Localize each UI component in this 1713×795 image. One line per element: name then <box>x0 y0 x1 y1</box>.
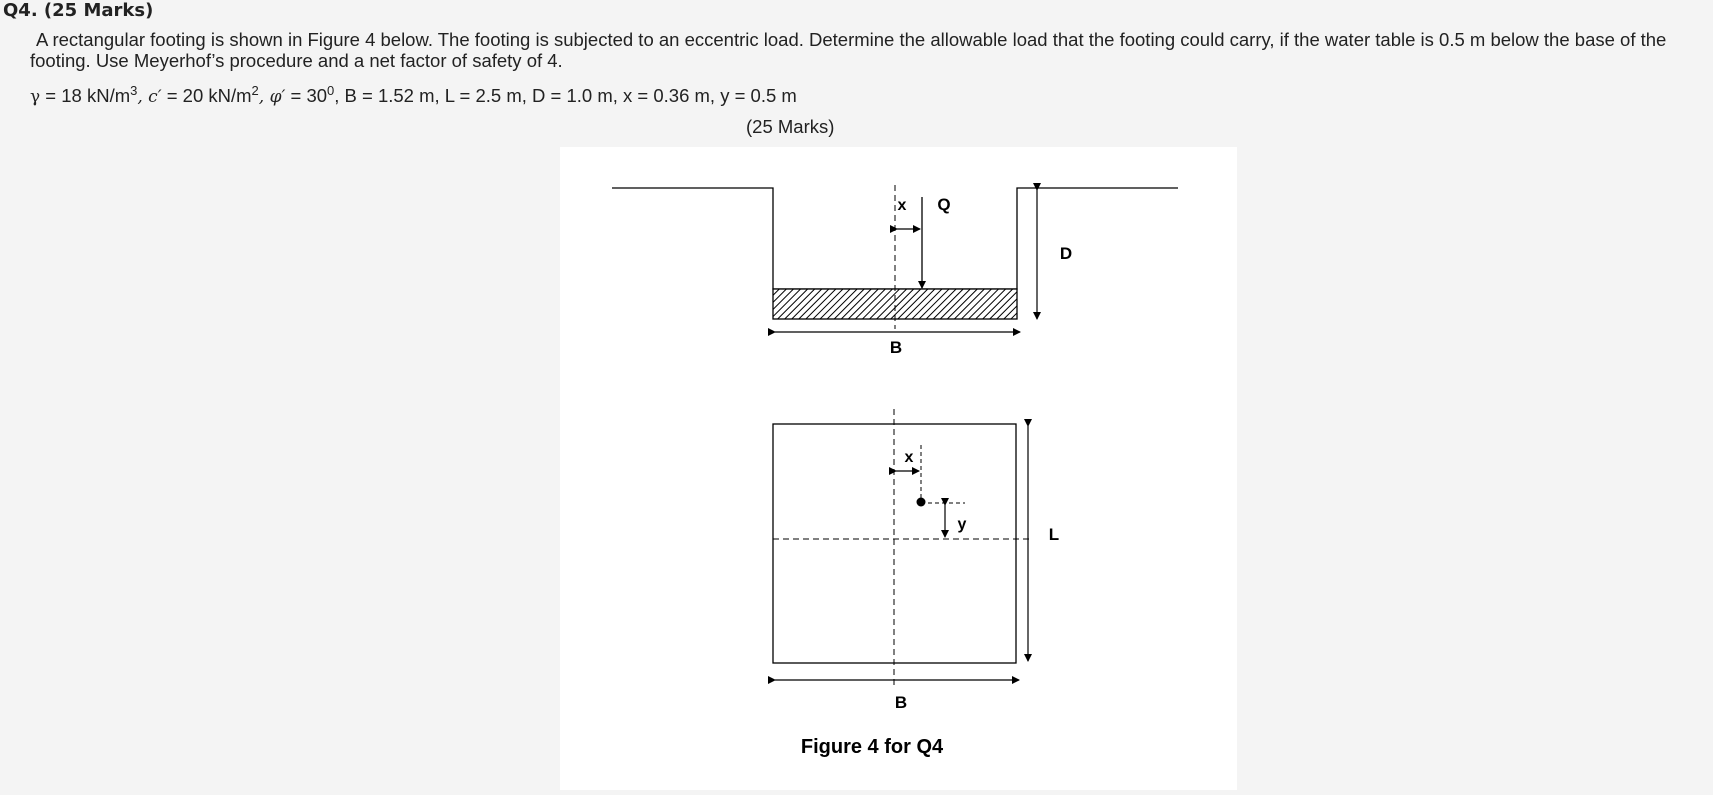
question-body: A rectangular footing is shown in Figure 4 below. The footing is subjected to an eccentric load. Determine the allowable load that the footing could carry, if the water table is 0.5 m below the base of the footing. Use Meyerhof’s procedure and a net factor of safety of 4. <box>30 29 1667 71</box>
phi-value: = 30 <box>285 85 328 106</box>
label-l: L <box>1048 525 1060 544</box>
figure-caption: Figure 4 for Q4 <box>800 736 944 758</box>
label-q: Q <box>937 195 951 214</box>
figure-4 <box>560 147 1237 790</box>
label-d: D <box>1059 244 1073 263</box>
label-b-section: B <box>889 338 903 357</box>
cohesion-symbol: , c′ <box>137 87 162 107</box>
footing-diagram <box>560 147 1237 790</box>
label-y-plan: y <box>957 516 967 533</box>
phi-symbol: , φ′ <box>258 87 286 107</box>
gamma-value: = 18 kN/m <box>40 85 131 106</box>
cohesion-exponent: 2 <box>251 83 259 98</box>
footing-hatched <box>773 289 1017 319</box>
label-x-plan: x <box>904 449 914 466</box>
given-parameters <box>30 85 797 107</box>
cohesion-value: = 20 kN/m <box>161 85 252 106</box>
label-x-section: x <box>897 197 907 214</box>
gamma-symbol: γ <box>30 87 41 107</box>
dimension-values: , B = 1.52 m, L = 2.5 m, D = 1.0 m, x = 0.36 m, y = 0.5 m <box>334 85 797 106</box>
gamma-exponent: 3 <box>130 83 138 98</box>
question-title: Q4. (25 Marks) <box>3 0 154 21</box>
phi-exponent: 0 <box>327 83 335 98</box>
question-marks: (25 Marks) <box>746 116 835 137</box>
label-b-plan: B <box>894 693 908 712</box>
load-point <box>917 498 926 507</box>
